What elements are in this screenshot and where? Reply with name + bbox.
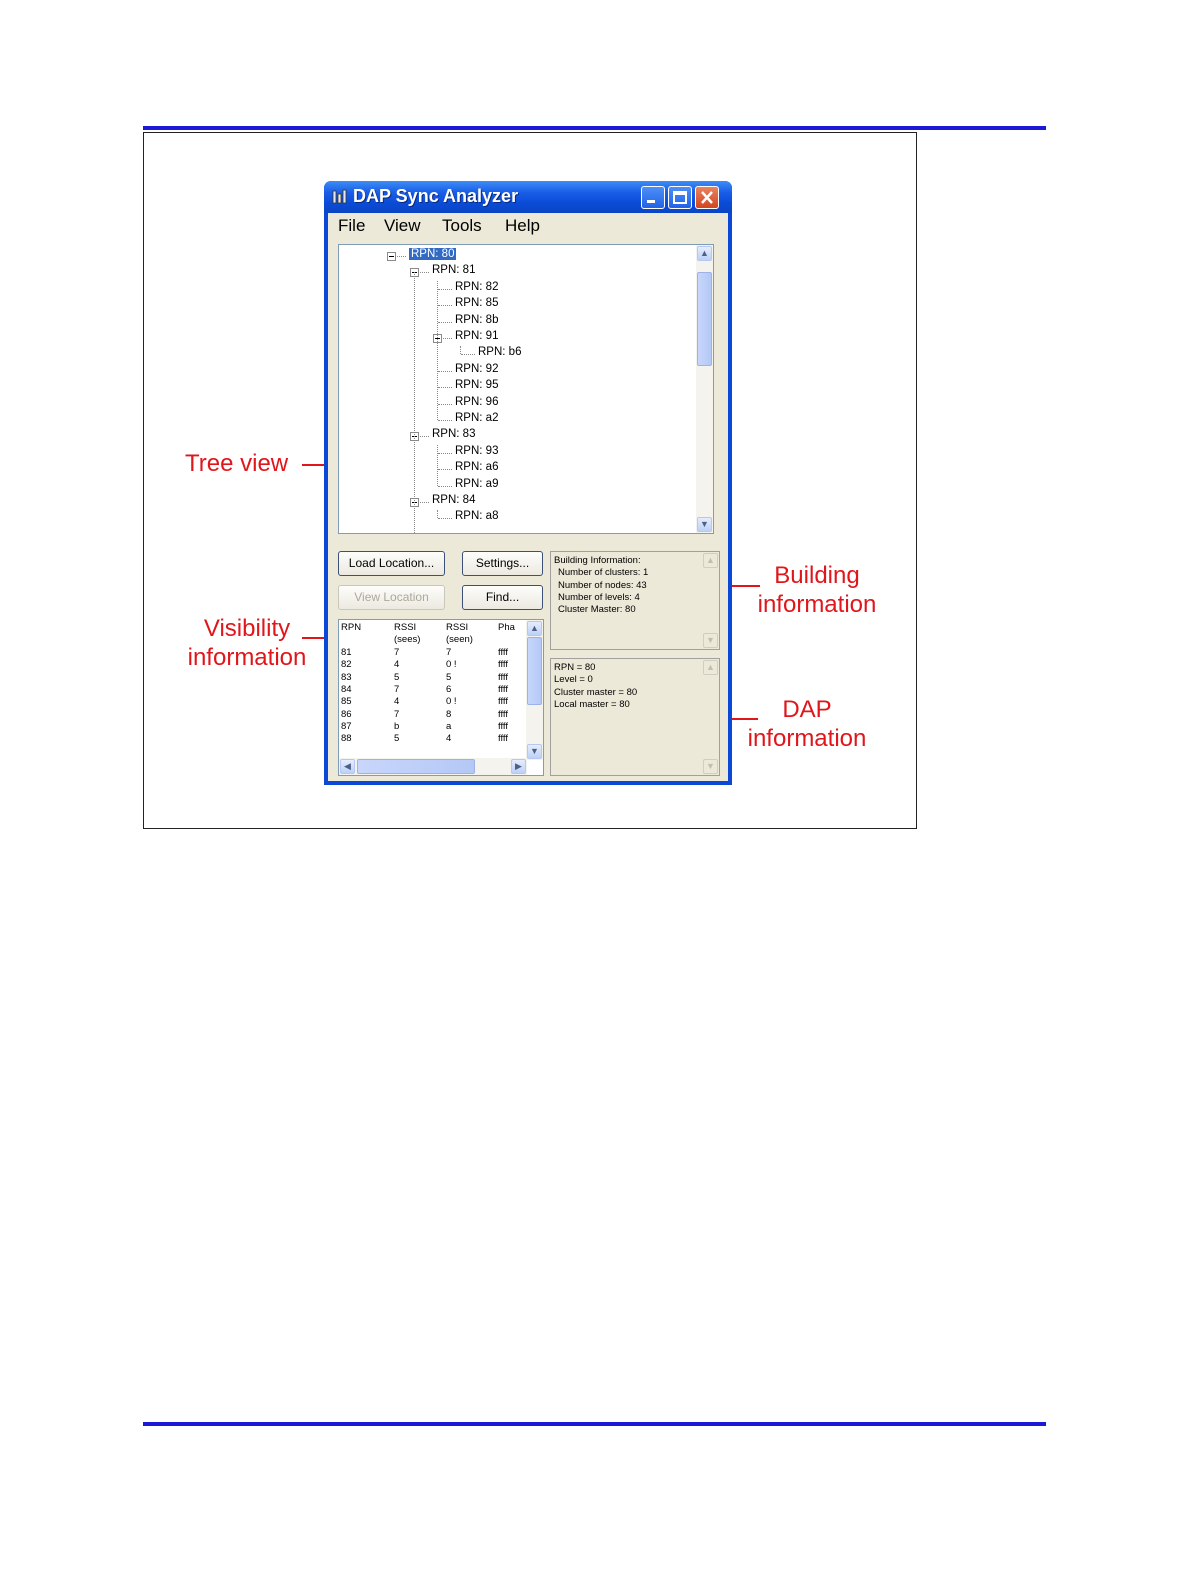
visibility-cell: 81 bbox=[341, 647, 352, 658]
building-information-box[interactable] bbox=[550, 551, 720, 650]
tree-guide-line bbox=[437, 445, 438, 486]
visibility-column-header: Pha bbox=[498, 622, 515, 633]
maximize-icon bbox=[669, 187, 691, 208]
visibility-cell: a bbox=[446, 720, 452, 732]
close-button[interactable] bbox=[695, 186, 719, 209]
app-window bbox=[324, 181, 732, 785]
tree-vertical-scrollbar[interactable] bbox=[696, 245, 713, 533]
top-rule bbox=[143, 126, 1046, 130]
visibility-cell: 4 bbox=[446, 733, 452, 745]
building-info-line: Number of clusters: 1 bbox=[558, 567, 649, 579]
visibility-hscroll-thumb[interactable] bbox=[357, 759, 475, 774]
visibility-cell: 7 bbox=[394, 647, 400, 658]
menu-view[interactable]: View bbox=[384, 216, 421, 235]
visibility-list[interactable] bbox=[338, 619, 544, 776]
tree-connector bbox=[438, 371, 452, 372]
building-vertical-scrollbar[interactable] bbox=[702, 552, 719, 649]
visibility-cell: ffff bbox=[498, 708, 509, 720]
tree-guide-line bbox=[437, 281, 438, 420]
tree-guide-line bbox=[437, 510, 438, 518]
tree-connector bbox=[438, 404, 452, 405]
visibility-cell: ffff bbox=[498, 647, 509, 658]
tree-node[interactable]: RPN: b6 bbox=[478, 346, 522, 359]
visibility-cell: 5 bbox=[394, 733, 400, 745]
visibility-cell: 4 bbox=[394, 696, 400, 708]
visibility-cell: 6 bbox=[446, 683, 452, 695]
visibility-cell: 7 bbox=[394, 683, 400, 695]
menu-help[interactable]: Help bbox=[505, 216, 540, 235]
visibility-cell: 4 bbox=[394, 659, 400, 671]
tree-connector bbox=[461, 354, 475, 355]
visibility-cell: ffff bbox=[498, 696, 509, 708]
tree-node[interactable]: RPN: 83 bbox=[432, 428, 476, 441]
visibility-column-header: RPN bbox=[341, 622, 362, 633]
dap-scroll-down-icon[interactable]: ▼ bbox=[703, 759, 718, 774]
tree-connector bbox=[438, 387, 452, 388]
visibility-scroll-up-icon[interactable]: ▲ bbox=[527, 621, 542, 636]
collapse-icon[interactable] bbox=[387, 252, 396, 261]
building-info-line: Cluster Master: 80 bbox=[558, 604, 636, 616]
dap-information-box[interactable] bbox=[550, 658, 720, 776]
dap-vertical-scrollbar[interactable] bbox=[702, 659, 719, 775]
callout-building-line1: Building bbox=[774, 562, 860, 589]
visibility-cell: 7 bbox=[394, 708, 400, 720]
visibility-cell: b bbox=[394, 720, 400, 732]
find-button[interactable]: Find... bbox=[462, 585, 543, 610]
window-title: DAP Sync Analyzer bbox=[353, 186, 519, 206]
visibility-cell: 82 bbox=[341, 659, 352, 671]
visibility-scroll-thumb[interactable] bbox=[527, 637, 542, 705]
visibility-cell: 5 bbox=[394, 671, 400, 683]
tree-node[interactable]: RPN: 8b bbox=[455, 313, 499, 326]
tree-connector bbox=[438, 420, 452, 421]
dap-info-line: Level = 0 bbox=[554, 674, 593, 686]
visibility-cell: 86 bbox=[341, 708, 352, 720]
view-location-button[interactable]: View Location bbox=[338, 585, 445, 610]
visibility-column-header: RSSI bbox=[446, 622, 469, 633]
tree-connector bbox=[438, 518, 452, 519]
visibility-cell: 84 bbox=[341, 683, 352, 695]
dap-info-line: RPN = 80 bbox=[554, 662, 596, 673]
visibility-column-header: (sees) bbox=[394, 634, 421, 645]
visibility-cell: 83 bbox=[341, 671, 352, 683]
visibility-scroll-left-icon[interactable]: ◀ bbox=[340, 759, 355, 774]
building-scroll-up-icon[interactable]: ▲ bbox=[703, 553, 718, 568]
visibility-cell: ffff bbox=[498, 659, 509, 671]
tree-node[interactable]: RPN: 85 bbox=[455, 297, 499, 310]
callout-visibility-line2: information bbox=[187, 644, 307, 671]
tree-connector bbox=[438, 289, 452, 290]
tree-node[interactable]: RPN: a6 bbox=[455, 461, 499, 474]
visibility-cell: 87 bbox=[341, 720, 352, 732]
callout-dap bbox=[738, 695, 876, 753]
tree-guide-line bbox=[460, 346, 461, 354]
visibility-scroll-right-icon[interactable]: ▶ bbox=[511, 759, 526, 774]
minimize-button[interactable] bbox=[641, 186, 665, 209]
visibility-cell: ffff bbox=[498, 671, 509, 683]
building-info-line: Building Information: bbox=[554, 555, 641, 566]
app-icon bbox=[332, 189, 348, 205]
visibility-cell: 8 bbox=[446, 708, 452, 720]
tree-connector bbox=[438, 486, 452, 487]
close-icon bbox=[696, 187, 718, 208]
visibility-column-header: (seen) bbox=[446, 634, 473, 645]
tree-scroll-thumb[interactable] bbox=[697, 272, 712, 366]
tree-scroll-up-icon[interactable]: ▲ bbox=[697, 246, 712, 261]
tree-node[interactable]: RPN: 93 bbox=[455, 444, 499, 457]
visibility-cell: 85 bbox=[341, 696, 352, 708]
callout-tree-view: Tree view bbox=[185, 450, 289, 477]
callout-dap-line2: information bbox=[747, 725, 867, 752]
tree-view[interactable] bbox=[338, 244, 714, 534]
callout-visibility bbox=[183, 614, 311, 672]
maximize-button[interactable] bbox=[668, 186, 692, 209]
visibility-cell: ffff bbox=[498, 720, 509, 732]
building-info-line: Number of levels: 4 bbox=[558, 591, 640, 603]
callout-building bbox=[748, 561, 886, 619]
visibility-scroll-down-icon[interactable]: ▼ bbox=[527, 744, 542, 759]
dap-scroll-up-icon[interactable]: ▲ bbox=[703, 660, 718, 675]
tree-node[interactable]: RPN: a2 bbox=[455, 412, 499, 424]
tree-connector bbox=[438, 469, 452, 470]
visibility-cell: 0 ! bbox=[446, 696, 457, 708]
visibility-cell: 0 ! bbox=[446, 659, 457, 671]
bottom-rule bbox=[143, 1422, 1046, 1426]
dap-info-line: Local master = 80 bbox=[554, 698, 630, 710]
visibility-horizontal-scrollbar[interactable] bbox=[339, 758, 527, 775]
visibility-cell: 7 bbox=[446, 647, 452, 658]
tree-node[interactable]: RPN: 95 bbox=[455, 379, 499, 392]
window-client bbox=[328, 213, 728, 781]
menu-file[interactable]: File bbox=[338, 216, 366, 235]
tree-scroll-down-icon[interactable]: ▼ bbox=[697, 517, 712, 532]
dap-info-line: Cluster master = 80 bbox=[554, 686, 638, 698]
tree-node[interactable]: RPN: a9 bbox=[455, 477, 499, 490]
settings-button[interactable]: Settings... bbox=[462, 551, 543, 576]
menu-bar bbox=[328, 213, 728, 237]
menu-tools[interactable]: Tools bbox=[442, 216, 482, 235]
visibility-cell: 88 bbox=[341, 733, 352, 745]
tree-node[interactable]: RPN: a8 bbox=[455, 510, 499, 523]
callout-visibility-line1: Visibility bbox=[203, 615, 291, 642]
visibility-column-header: RSSI bbox=[394, 622, 417, 633]
tree-node[interactable]: RPN: 80 bbox=[411, 248, 455, 260]
callout-building-line2: information bbox=[757, 591, 877, 618]
tree-connector bbox=[438, 453, 452, 454]
visibility-vertical-scrollbar[interactable] bbox=[526, 620, 543, 760]
tree-node[interactable]: RPN: 81 bbox=[432, 264, 476, 277]
minimize-icon bbox=[642, 187, 664, 208]
visibility-cell: ffff bbox=[498, 683, 509, 695]
tree-node[interactable]: RPN: 91 bbox=[455, 330, 499, 342]
tree-guide-line bbox=[414, 272, 415, 534]
building-info-line: Number of nodes: 43 bbox=[558, 579, 647, 591]
tree-connector bbox=[438, 305, 452, 306]
load-location-button[interactable]: Load Location... bbox=[338, 551, 445, 576]
visibility-cell: ffff bbox=[498, 733, 509, 745]
callout-dap-line1: DAP bbox=[782, 696, 832, 723]
tree-connector bbox=[438, 322, 452, 323]
tree-node[interactable]: RPN: 96 bbox=[455, 395, 499, 408]
title-bar[interactable] bbox=[324, 181, 732, 213]
tree-node[interactable]: RPN: 92 bbox=[455, 362, 499, 375]
building-scroll-down-icon[interactable]: ▼ bbox=[703, 633, 718, 648]
tree-node[interactable]: RPN: 82 bbox=[455, 280, 499, 293]
visibility-cell: 5 bbox=[446, 671, 452, 683]
tree-node[interactable]: RPN: 84 bbox=[432, 494, 476, 506]
